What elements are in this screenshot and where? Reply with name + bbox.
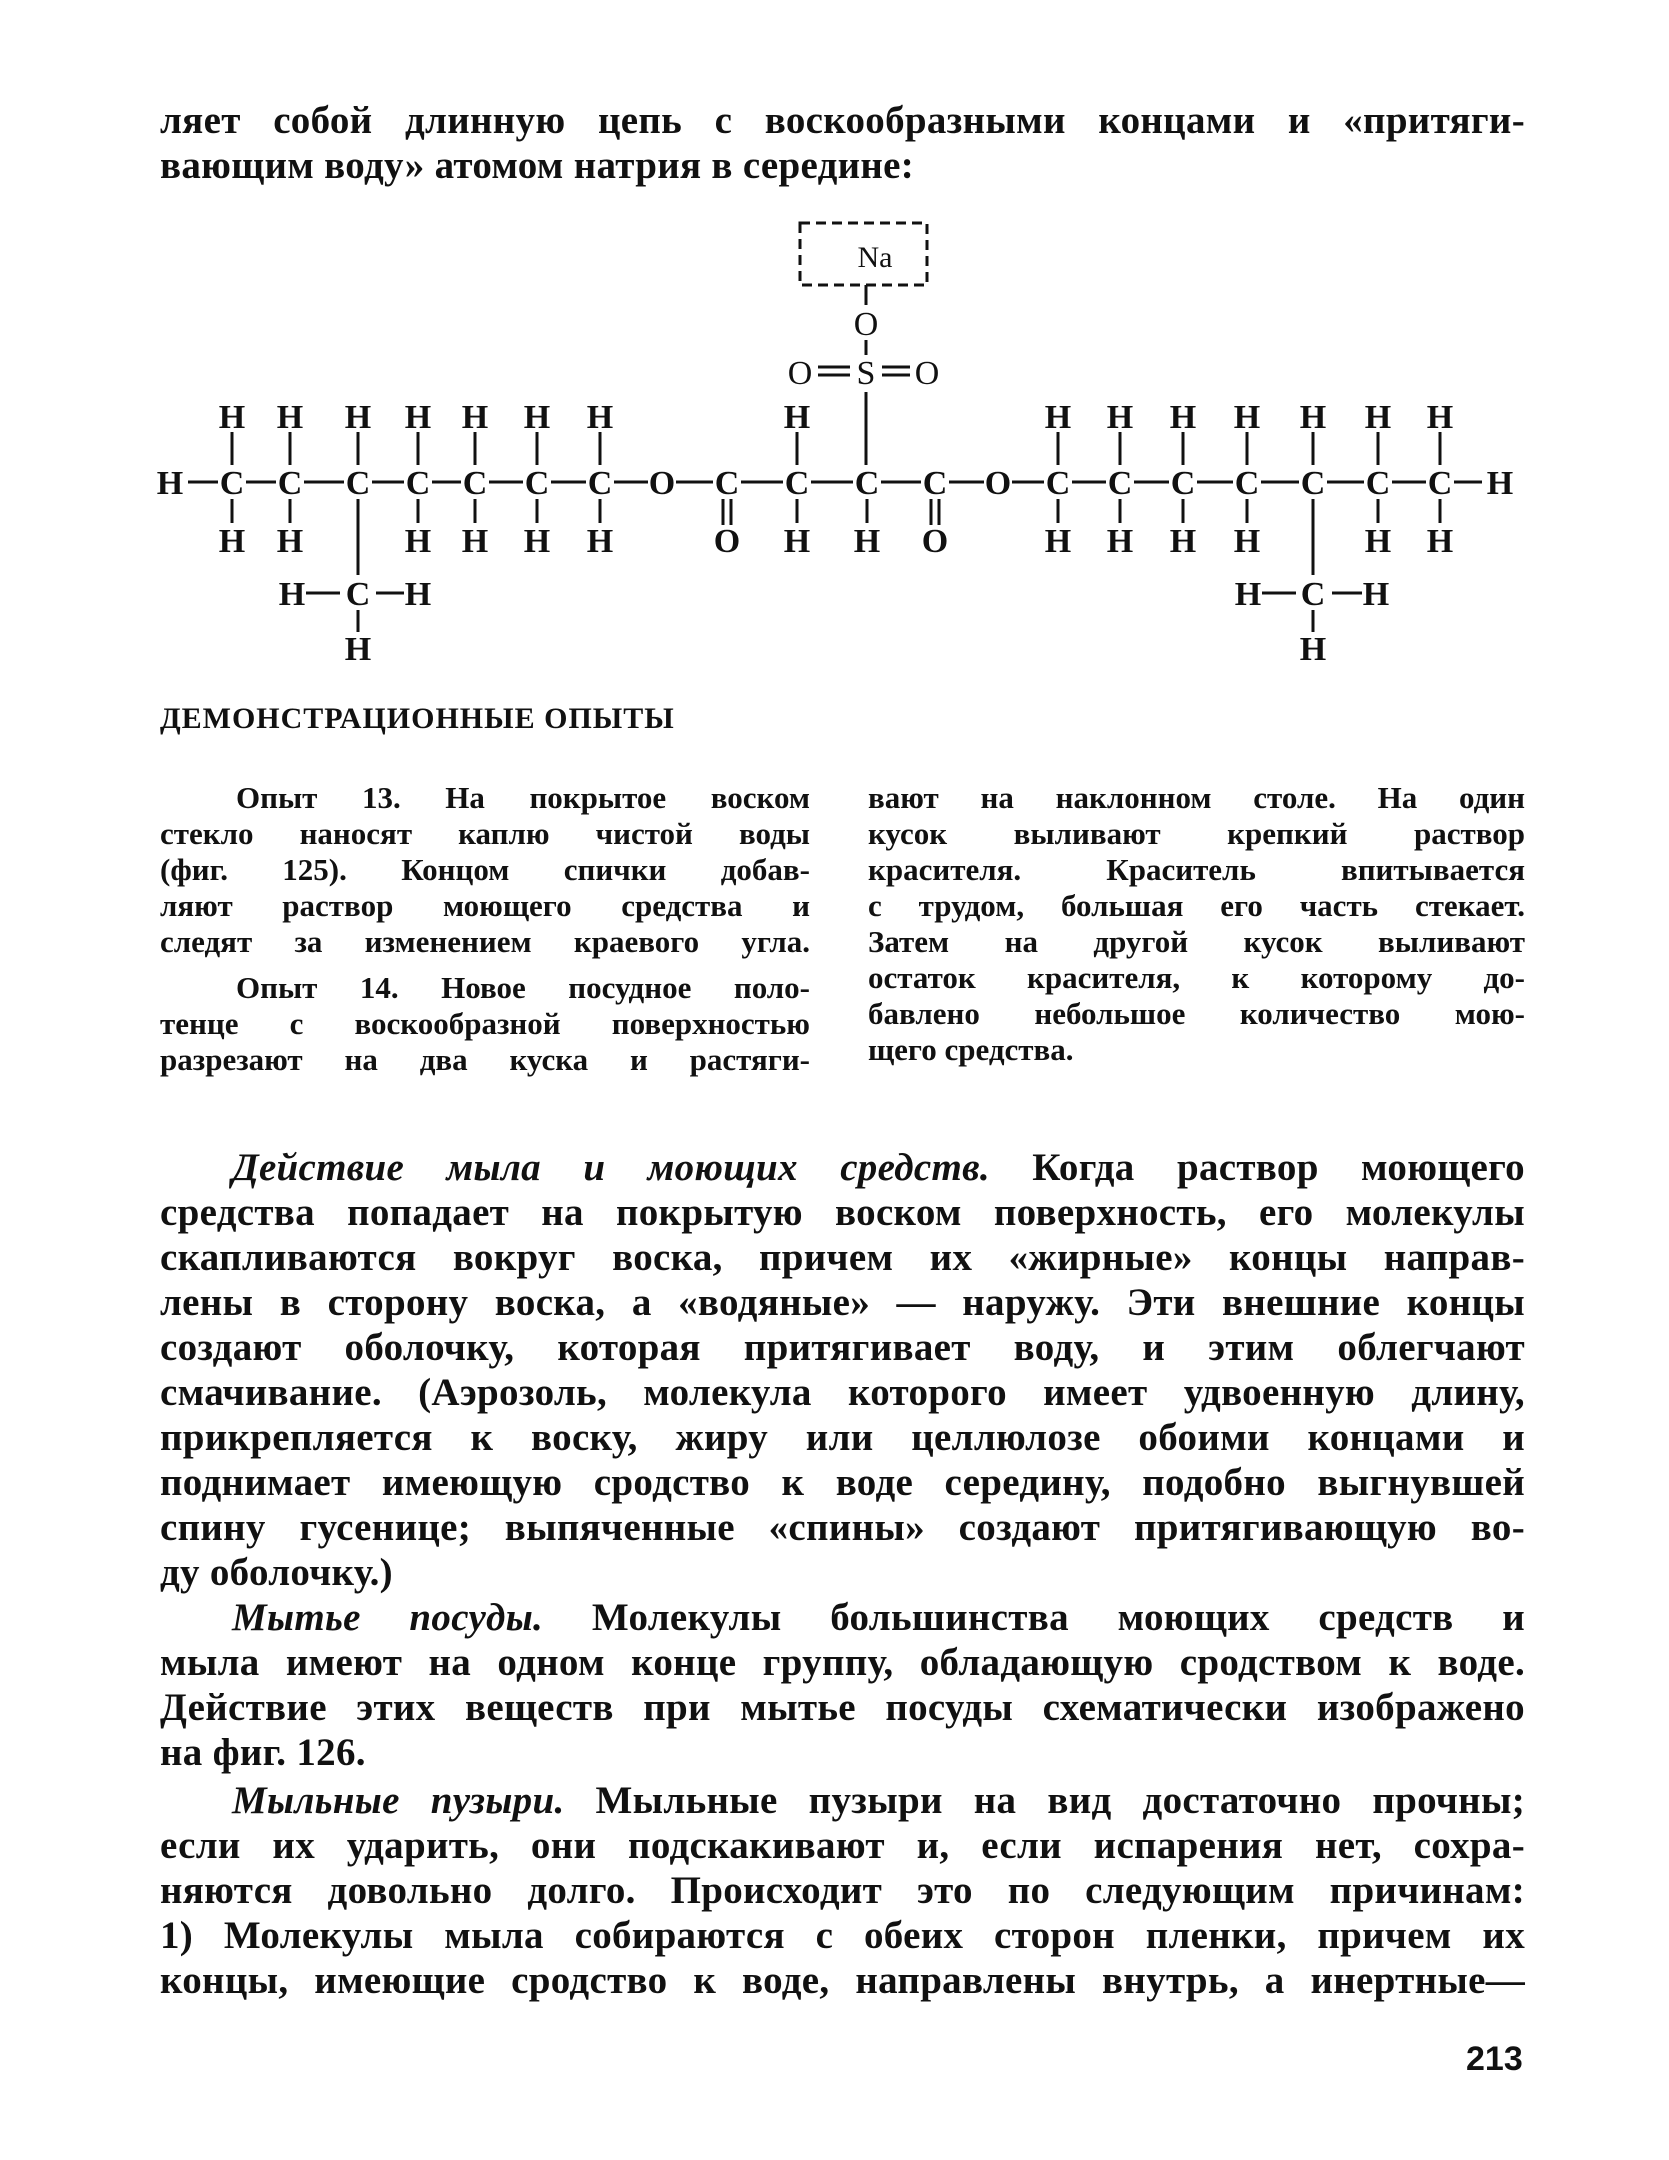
intro-line-2: вающим воду» атомом натрия в середине: xyxy=(160,144,915,187)
page-number: 213 xyxy=(1466,2040,1523,2078)
right-col-line: кусок выливают крепкий раствор xyxy=(868,816,1525,851)
svg-text:C: C xyxy=(784,465,810,502)
svg-text:H: H xyxy=(1299,631,1327,668)
left-col-line xyxy=(160,970,810,1006)
svg-text:H: H xyxy=(523,523,551,560)
svg-text:C: C xyxy=(1107,465,1133,502)
svg-text:C: C xyxy=(345,576,371,613)
svg-text:H: H xyxy=(523,399,551,436)
svg-text:C: C xyxy=(405,465,431,502)
right-col-line: щего средства. xyxy=(868,1032,1074,1067)
body-line: на фиг. 126. xyxy=(160,1731,366,1774)
left-col-text: Новое посудное поло- xyxy=(398,970,811,1005)
svg-text:C: C xyxy=(854,465,880,502)
svg-text:H: H xyxy=(218,399,246,436)
svg-text:H: H xyxy=(218,523,246,560)
body-line: смачивание. (Аэрозоль, молекула которого имеет удвоенную длину, xyxy=(160,1371,1525,1414)
left-col-line: тенце с воскообразной поверхностью xyxy=(160,1006,810,1041)
paragraph-title-soap-bubbles: Мыльные пузыри. xyxy=(232,1779,565,1822)
svg-text:H: H xyxy=(1169,523,1197,560)
svg-text:C: C xyxy=(1427,465,1453,502)
svg-text:H: H xyxy=(853,523,881,560)
svg-text:H: H xyxy=(1233,523,1261,560)
left-col-line: следят за изменением краевого угла. xyxy=(160,924,810,959)
experiment-13-label: Опыт 13. xyxy=(236,780,401,815)
left-col-line: ляют раствор моющего средства и xyxy=(160,888,810,923)
body-line: 1) Молекулы мыла собираются с обеих сторон пленки, причем их xyxy=(160,1914,1525,1957)
svg-text:H: H xyxy=(404,523,432,560)
svg-text:H: H xyxy=(404,576,432,613)
left-col-text: На покрытое воском xyxy=(400,780,811,815)
svg-text:H: H xyxy=(586,523,614,560)
svg-text:H: H xyxy=(461,523,489,560)
svg-text:H: H xyxy=(404,399,432,436)
body-line: мыла имеют на одном конце группу, обладающую сродством к воде. xyxy=(160,1641,1525,1684)
svg-text:H: H xyxy=(1233,399,1261,436)
body-line: няются довольно долго. Происходит это по следующим причинам: xyxy=(160,1869,1525,1912)
paragraph-soap-bubbles-first-line xyxy=(160,1778,1525,1823)
right-col-line: бавлено небольшое количество мою- xyxy=(868,996,1525,1031)
svg-text:C: C xyxy=(462,465,488,502)
right-col-line: вают на наклонном столе. На один xyxy=(868,780,1525,815)
body-text: Когда раствор моющего xyxy=(989,1146,1525,1189)
svg-text:C: C xyxy=(277,465,303,502)
structural-formula-diagram xyxy=(0,200,1669,680)
svg-text:H: H xyxy=(1044,399,1072,436)
svg-text:C: C xyxy=(714,465,740,502)
svg-text:H: H xyxy=(278,576,306,613)
svg-text:H: H xyxy=(1169,399,1197,436)
body-line: концы, имеющие сродство к воде, направлены внутрь, а инертные— xyxy=(160,1959,1525,2002)
intro-line-1: ляет собой длинную цепь с воскообразными концами и «притяги- xyxy=(160,99,1525,142)
svg-text:C: C xyxy=(1365,465,1391,502)
svg-text:H: H xyxy=(1426,523,1454,560)
svg-text:H: H xyxy=(1106,399,1134,436)
svg-text:H: H xyxy=(276,523,304,560)
svg-text:C: C xyxy=(1300,576,1326,613)
svg-text:H: H xyxy=(1044,523,1072,560)
paragraph-title-soap-action: Действие мыла и моющих средств. xyxy=(232,1146,990,1189)
body-line: если их ударить, они подскакивают и, если испарения нет, сохра- xyxy=(160,1824,1525,1867)
left-col-line: разрезают на два куска и растяги- xyxy=(160,1042,810,1077)
svg-text:H: H xyxy=(1362,576,1390,613)
paragraph-title-dishwashing: Мытье посуды. xyxy=(232,1596,544,1639)
svg-text:H: H xyxy=(1486,465,1514,502)
svg-text:H: H xyxy=(344,631,372,668)
svg-text:H: H xyxy=(783,523,811,560)
svg-text:O: O xyxy=(984,465,1012,502)
svg-text:C: C xyxy=(345,465,371,502)
body-line: лены в сторону воска, а «водяные» — наружу. Эти внешние концы xyxy=(160,1281,1525,1324)
svg-text:O: O xyxy=(921,523,949,560)
body-line: Действие этих веществ при мытье посуды схематически изображено xyxy=(160,1686,1525,1729)
svg-text:O: O xyxy=(648,465,676,502)
paragraph-dishwashing-first-line xyxy=(160,1595,1525,1640)
svg-text:O: O xyxy=(787,355,813,392)
left-col-line: (фиг. 125). Концом спички добав- xyxy=(160,852,810,887)
svg-text:H: H xyxy=(1106,523,1134,560)
experiment-14-label: Опыт 14. xyxy=(236,970,399,1005)
svg-text:H: H xyxy=(586,399,614,436)
body-line: спину гусенице; выпяченные «спины» создают притягивающую во- xyxy=(160,1506,1525,1549)
right-col-line: Затем на другой кусок выливают xyxy=(868,924,1525,959)
svg-text:O: O xyxy=(853,306,879,343)
svg-text:C: C xyxy=(1045,465,1071,502)
svg-text:C: C xyxy=(922,465,948,502)
body-line: прикрепляется к воску, жиру или целлюлозе обоими концами и xyxy=(160,1416,1525,1459)
left-col-line: стекло наносят каплю чистой воды xyxy=(160,816,810,851)
svg-text:C: C xyxy=(1170,465,1196,502)
body-line: средства попадает на покрытую воском поверхность, его молекулы xyxy=(160,1191,1525,1234)
body-line: ду оболочку.) xyxy=(160,1551,393,1594)
right-col-line: остаток красителя, к которому до- xyxy=(868,960,1525,995)
svg-text:H: H xyxy=(276,399,304,436)
body-text: Мыльные пузыри на вид достаточно прочны; xyxy=(564,1779,1525,1822)
body-line: поднимает имеющую сродство к воде середину, подобно выгнувшей xyxy=(160,1461,1525,1504)
svg-text:O: O xyxy=(713,523,741,560)
paragraph-soap-action-first-line xyxy=(160,1145,1525,1190)
svg-text:C: C xyxy=(219,465,245,502)
svg-text:H: H xyxy=(1364,399,1392,436)
svg-text:H: H xyxy=(1426,399,1454,436)
sodium-label: Na xyxy=(857,241,893,274)
svg-text:C: C xyxy=(587,465,613,502)
svg-text:C: C xyxy=(1300,465,1326,502)
svg-text:C: C xyxy=(524,465,550,502)
svg-text:H: H xyxy=(1299,399,1327,436)
left-col-line xyxy=(160,780,810,816)
svg-text:H: H xyxy=(1234,576,1262,613)
svg-text:H: H xyxy=(156,465,184,502)
right-col-line: красителя. Краситель впитывается xyxy=(868,852,1525,887)
body-line: создают оболочку, которая притягивает воду, и этим облегчают xyxy=(160,1326,1525,1369)
svg-text:S: S xyxy=(856,355,876,392)
right-col-line: с трудом, большая его часть стекает. xyxy=(868,888,1525,923)
body-text: Молекулы большинства моющих средств и xyxy=(543,1596,1526,1639)
svg-text:H: H xyxy=(461,399,489,436)
body-line: скапливаются вокруг воска, причем их «жирные» концы направ- xyxy=(160,1236,1525,1279)
svg-text:H: H xyxy=(344,399,372,436)
svg-text:O: O xyxy=(914,355,940,392)
svg-text:H: H xyxy=(783,399,811,436)
svg-text:C: C xyxy=(1234,465,1260,502)
svg-text:H: H xyxy=(1364,523,1392,560)
section-heading: ДЕМОНСТРАЦИОННЫЕ ОПЫТЫ xyxy=(160,702,675,735)
